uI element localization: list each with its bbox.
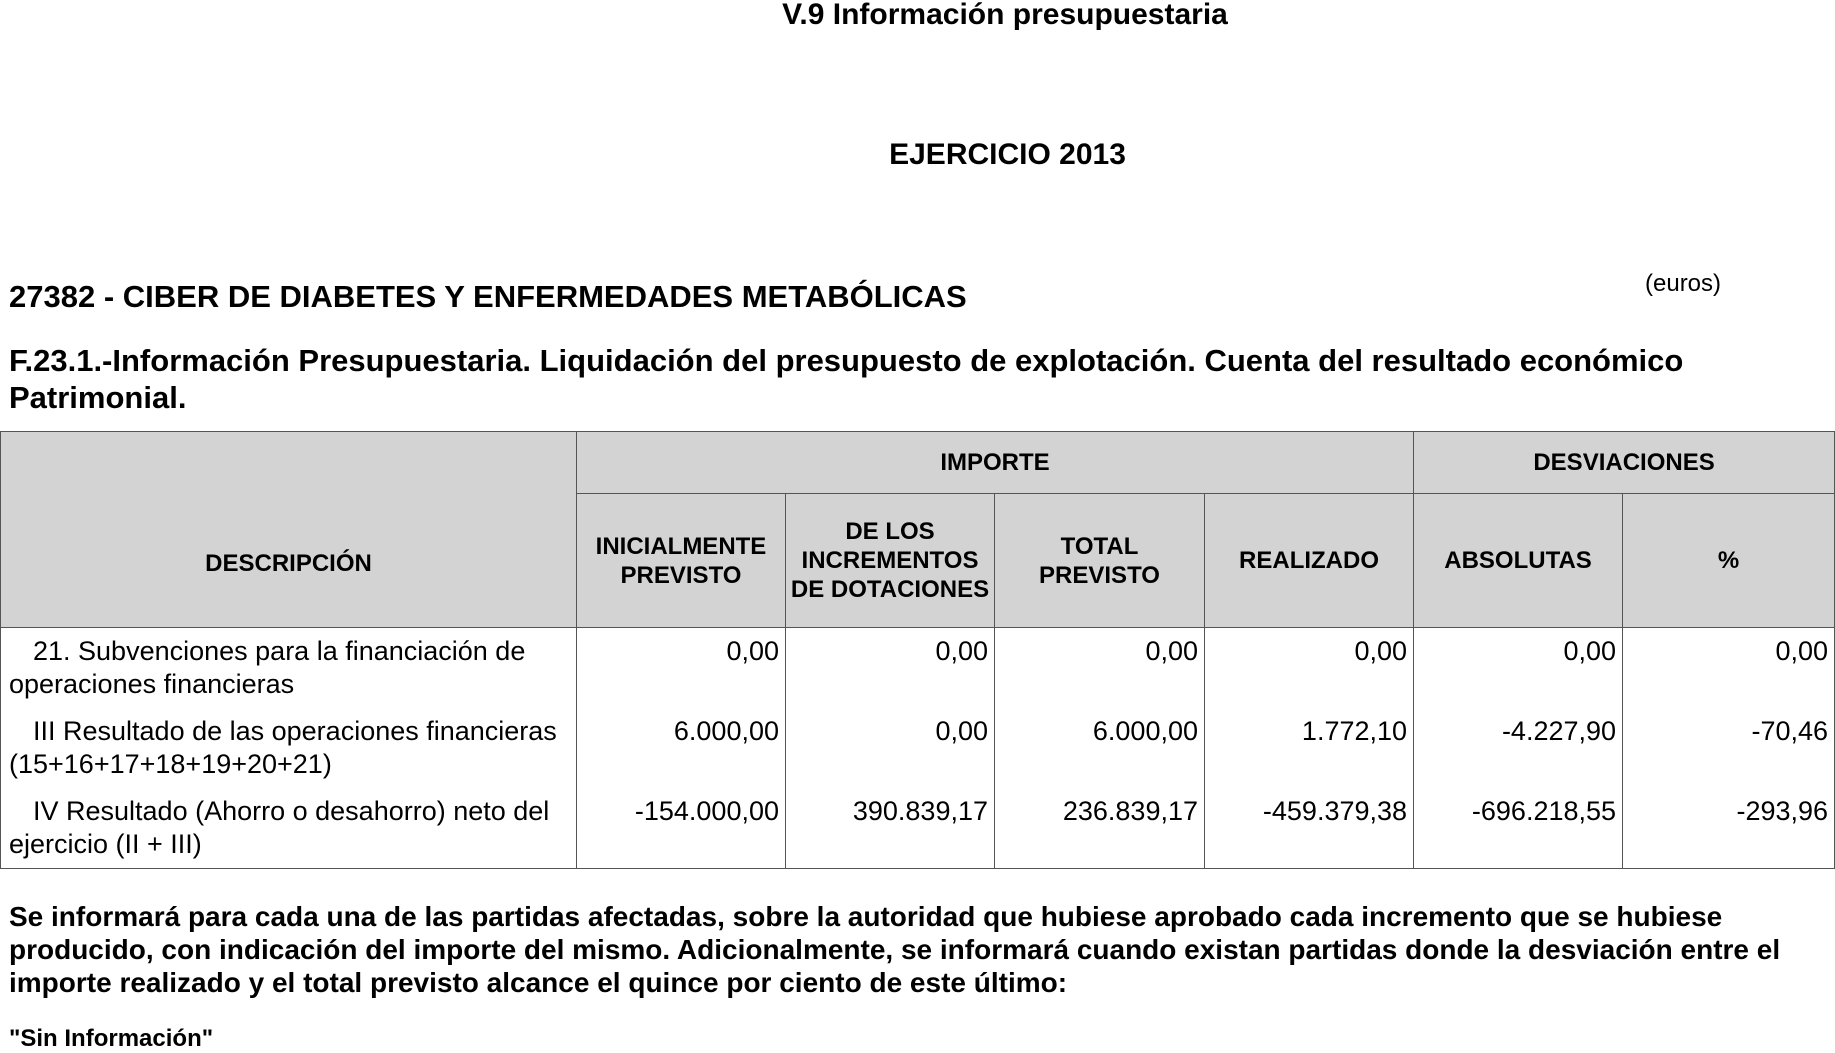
cell-incrementos: 390.839,17 (786, 788, 995, 869)
exercise-title: EJERCICIO 2013 (889, 138, 1126, 171)
table-row (1, 708, 1835, 788)
units-label: (euros) (1645, 270, 1722, 297)
cell-absolutas: 0,00 (1414, 628, 1623, 709)
column-header-pct: % (1623, 494, 1835, 628)
table-row (1, 788, 1835, 869)
page-title: V.9 Información presupuestaria (782, 0, 1228, 31)
column-header-incrementos: DE LOS INCREMENTOS DE DOTACIONES (786, 494, 995, 628)
cell-total: 0,00 (995, 628, 1205, 709)
cell-total: 6.000,00 (995, 708, 1205, 788)
cell-absolutas: -696.218,55 (1414, 788, 1623, 869)
row-description-text: 21. Subvenciones para la financiación de operaciones financieras (9, 636, 526, 699)
no-information-label: "Sin Información" (9, 1025, 214, 1052)
column-header-absolutas: ABSOLUTAS (1414, 494, 1623, 628)
cell-total: 236.839,17 (995, 788, 1205, 869)
row-description (1, 708, 577, 788)
cell-incrementos: 0,00 (786, 628, 995, 709)
table-row (1, 628, 1835, 709)
cell-realizado: 0,00 (1205, 628, 1414, 709)
row-description (1, 628, 577, 709)
group-header-importe: IMPORTE (577, 432, 1414, 494)
cell-realizado: 1.772,10 (1205, 708, 1414, 788)
section-heading: F.23.1.-Información Presupuestaria. Liquidación del presupuesto de explotación. Cuenta del resultado económico Patrimonial. (9, 343, 1684, 415)
group-header-desviaciones: DESVIACIONES (1414, 432, 1835, 494)
column-header-descripcion: DESCRIPCIÓN (1, 432, 577, 628)
cell-inicial: -154.000,00 (577, 788, 786, 869)
column-header-inicial: INICIALMENTE PREVISTO (577, 494, 786, 628)
cell-realizado: -459.379,38 (1205, 788, 1414, 869)
cell-inicial: 6.000,00 (577, 708, 786, 788)
cell-pct: -293,96 (1623, 788, 1835, 869)
cell-incrementos: 0,00 (786, 708, 995, 788)
budget-table (0, 431, 1835, 869)
cell-absolutas: -4.227,90 (1414, 708, 1623, 788)
footnote-text: Se informará para cada una de las partidas afectadas, sobre la autoridad que hubiese aprobado cada incremento que se hubiese producido, con indicación del importe del mismo. Adicionalmente, se informará cuando existan partidas donde la desviación entre el importe realizado y el total previsto alcance el quince por ciento de este último: (9, 901, 1781, 998)
column-header-total: TOTAL PREVISTO (995, 494, 1205, 628)
row-description (1, 788, 577, 869)
row-description-text: IV Resultado (Ahorro o desahorro) neto del ejercicio (II + III) (9, 796, 550, 859)
cell-inicial: 0,00 (577, 628, 786, 709)
column-header-realizado: REALIZADO (1205, 494, 1414, 628)
cell-pct: -70,46 (1623, 708, 1835, 788)
cell-pct: 0,00 (1623, 628, 1835, 709)
entity-heading: 27382 - CIBER DE DIABETES Y ENFERMEDADES METABÓLICAS (9, 279, 967, 314)
row-description-text: III Resultado de las operaciones financieras (15+16+17+18+19+20+21) (9, 716, 557, 779)
